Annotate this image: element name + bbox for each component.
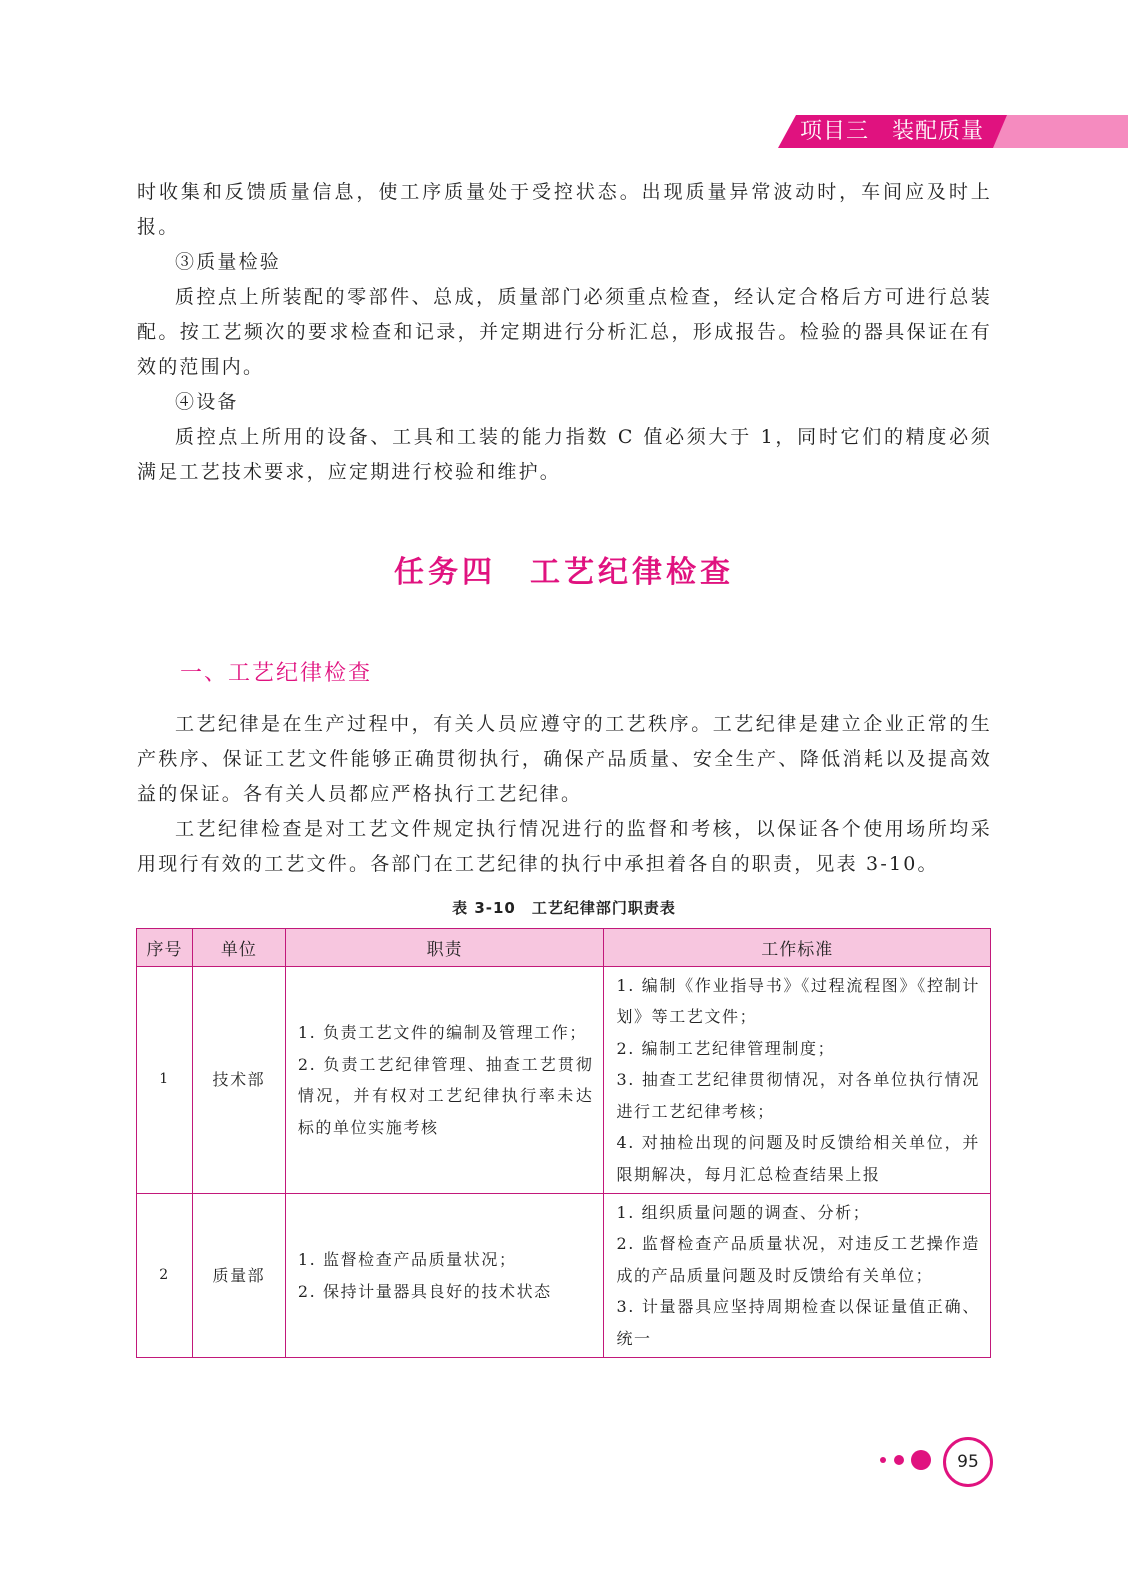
- standard-item: 1. 组织质量问题的调查、分析；: [616, 1202, 871, 1222]
- table-caption-title: 工艺纪律部门职责表: [531, 899, 676, 917]
- standard-item: 2. 编制工艺纪律管理制度；: [616, 1038, 836, 1058]
- body-text-mid: [137, 707, 992, 882]
- chapter-title: 项目三 装配质量: [800, 119, 985, 144]
- decorative-dot: [911, 1450, 931, 1470]
- subheading-equipment: ④设备: [175, 391, 239, 413]
- cell-duties: [285, 1194, 604, 1358]
- cell-standards: [604, 1194, 991, 1358]
- cell-unit: 技术部: [192, 967, 285, 1194]
- duty-item: 1. 负责工艺文件的编制及管理工作；: [297, 1023, 587, 1042]
- duty-item: 2. 保持计量器具良好的技术状态: [297, 1281, 552, 1301]
- chapter-banner: [778, 115, 1128, 148]
- cell-standards: [604, 967, 991, 1194]
- task-label: 任务四: [394, 555, 496, 590]
- table-caption-number: 表 3-10: [452, 899, 516, 917]
- table-row: [137, 967, 991, 1194]
- section-title: 一、工艺纪律检查: [180, 661, 373, 686]
- header-duties: 职责: [285, 929, 604, 967]
- task-title: [0, 547, 1128, 591]
- decorative-dot: [880, 1457, 886, 1463]
- paragraph: 工艺纪律是在生产过程中，有关人员应遵守的工艺秩序。工艺纪律是建立企业正常的生产秩序、保证工艺文件能够正确贯彻执行，确保产品质量、安全生产、降低消耗以及提高效益的保证。各有关人员都应严格执行工艺纪律。: [137, 713, 992, 805]
- paragraph: 质控点上所用的设备、工具和工装的能力指数 C 值必须大于 1，同时它们的精度必须满足工艺技术要求，应定期进行校验和维护。: [137, 426, 992, 483]
- paragraph: 时收集和反馈质量信息，使工序质量处于受控状态。出现质量异常波动时，车间应及时上报。: [137, 181, 992, 238]
- standard-item: 3. 抽查工艺纪律贯彻情况，对各单位执行情况进行工艺纪律考核；: [616, 1070, 980, 1121]
- page-number: 95: [943, 1437, 993, 1487]
- paragraph: 工艺纪律检查是对工艺文件规定执行情况进行的监督和考核，以保证各个使用场所均采用现行有效的工艺文件。各部门在工艺纪律的执行中承担着各自的职责，见表 3-10。: [137, 818, 992, 875]
- header-no: 序号: [137, 929, 193, 967]
- body-text-top: [137, 175, 992, 490]
- standard-item: 2. 监督检查产品质量状况，对违反工艺操作造成的产品质量问题及时反馈给有关单位；: [616, 1234, 980, 1285]
- cell-no: 1: [137, 967, 193, 1194]
- header-standards: 工作标准: [604, 929, 991, 967]
- standard-item: 1. 编制《作业指导书》《过程流程图》《控制计划》等工艺文件；: [616, 975, 980, 1027]
- standard-item: 3. 计量器具应坚持周期检查以保证量值正确、统一: [616, 1297, 980, 1348]
- cell-no: 2: [137, 1194, 193, 1358]
- duty-item: 2. 负责工艺纪律管理、抽查工艺贯彻情况，并有权对工艺纪律执行率未达标的单位实施考核: [297, 1054, 594, 1137]
- standard-item: 4. 对抽检出现的问题及时反馈给相关单位，并限期解决，每月汇总检查结果上报: [616, 1133, 980, 1184]
- subheading-quality-inspection: ③质量检验: [175, 251, 282, 273]
- duty-item: 1. 监督检查产品质量状况；: [297, 1250, 517, 1269]
- table-caption: [0, 897, 1128, 918]
- paragraph: 质控点上所装配的零部件、总成，质量部门必须重点检查，经认定合格后方可进行总装配。按工艺频次的要求检查和记录，并定期进行分析汇总，形成报告。检验的器具保证在有效的范围内。: [137, 286, 992, 378]
- cell-duties: [285, 967, 604, 1194]
- decorative-dot: [894, 1455, 904, 1465]
- table-row: [137, 1194, 991, 1358]
- banner-light-bar: [993, 115, 1128, 148]
- duty-table: [136, 928, 991, 1358]
- task-name: 工艺纪律检查: [530, 555, 734, 590]
- table-header-row: [137, 929, 991, 967]
- header-unit: 单位: [192, 929, 285, 967]
- cell-unit: 质量部: [192, 1194, 285, 1358]
